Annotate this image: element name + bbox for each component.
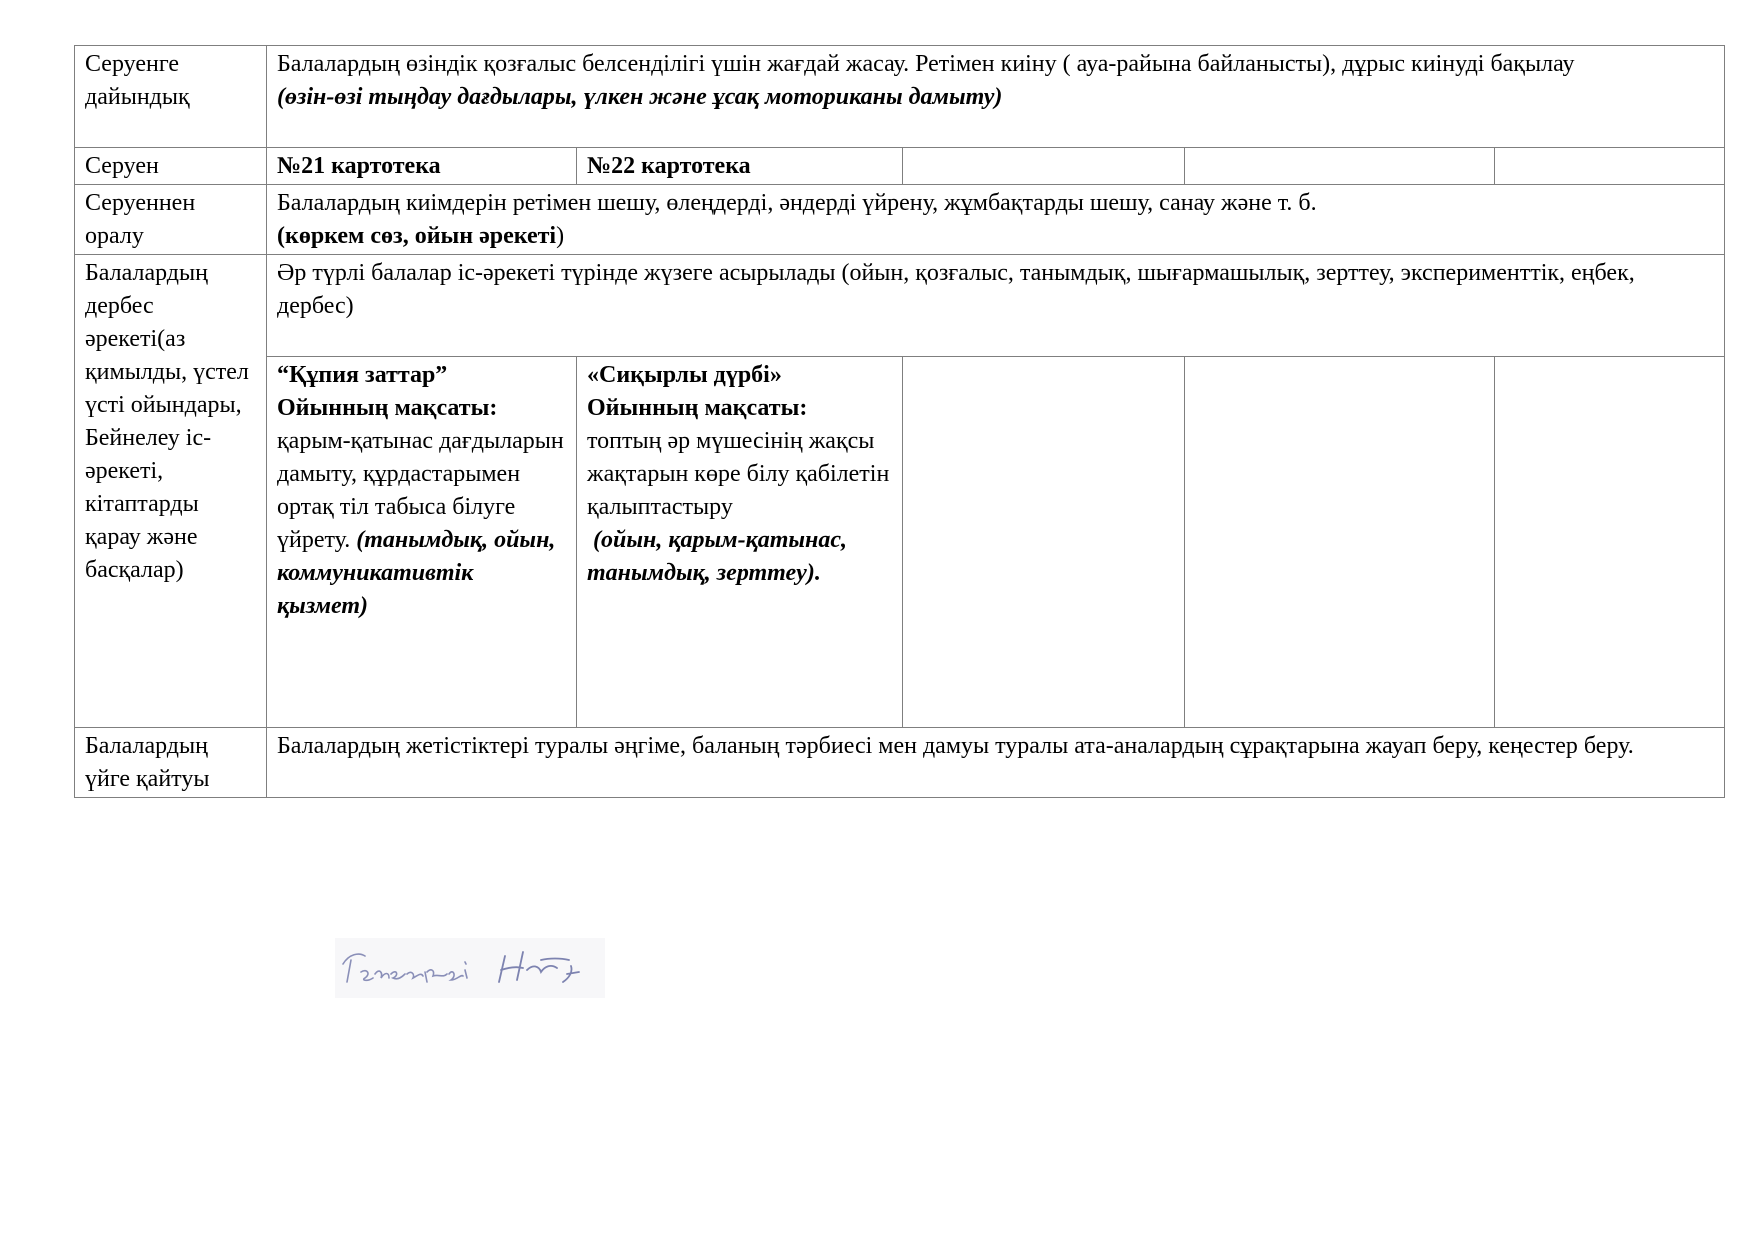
game-cell bbox=[267, 357, 577, 728]
row-text: Балалардың киімдерін ретімен шешу, өлеңдерді, әндерді үйрену, жұмбақтарды шешу, санау және т. б. bbox=[277, 190, 1317, 216]
row-note-end: ) bbox=[556, 223, 565, 249]
walk-cell: №21 картотека bbox=[267, 148, 577, 185]
game-cell bbox=[577, 357, 903, 728]
row-return bbox=[75, 185, 1725, 255]
row-walk bbox=[75, 148, 1725, 185]
signature-image bbox=[335, 938, 605, 998]
row-note: (өзін-өзі тыңдау дағдылары, үлкен және ұсақ моториканы дамыту) bbox=[277, 84, 1003, 110]
row-note: (көркем сөз, ойын әрекеті bbox=[277, 223, 557, 249]
game-title: “Құпия заттар” bbox=[277, 362, 448, 388]
empty-cell bbox=[903, 357, 1185, 728]
empty-cell bbox=[1185, 357, 1495, 728]
row-text: Балалардың өзіндік қозғалыс белсенділігі үшін жағдай жасау. Ретімен киіну ( ауа-райына байланысты), дұрыс киінуді бақылау bbox=[277, 51, 1575, 77]
signature-stamp bbox=[335, 938, 605, 998]
game-goal-label: Ойынның мақсаты: bbox=[277, 395, 498, 421]
walk-cell: №22 картотека bbox=[577, 148, 903, 185]
row-label: Балалардың дербес әрекеті(аз қимылды, үстел үсті ойындары, Бейнелеу іс-әрекеті, кітаптарды қарау және басқалар) bbox=[75, 255, 267, 728]
row-content: Балалардың жетістіктері туралы әңгіме, баланың тәрбиесі мен дамуы туралы ата-аналардың сұрақтарына жауап беру, кеңестер беру. bbox=[267, 728, 1725, 798]
row-label: Серуенге дайындық bbox=[75, 46, 267, 148]
game-note: (танымдық, ойын, коммуникативтік қызмет) bbox=[277, 527, 556, 619]
game-title: «Сиқырлы дүрбі» bbox=[587, 362, 782, 388]
game-goal: қарым-қатынас дағдыларын дамыту, құрдастарымен ортақ тіл табыса білуге үйрету. bbox=[277, 428, 564, 553]
daily-plan-table bbox=[74, 45, 1725, 798]
row-label: Серуеннен оралу bbox=[75, 185, 267, 255]
row-label: Балалардың үйге қайтуы bbox=[75, 728, 267, 798]
row-going-home bbox=[75, 728, 1725, 798]
game-note: (ойын, қарым-қатынас, танымдық, зерттеу). bbox=[587, 527, 848, 586]
row-content bbox=[267, 185, 1725, 255]
row-content bbox=[267, 46, 1725, 148]
row-games bbox=[75, 357, 1725, 728]
walk-cell bbox=[903, 148, 1185, 185]
game-goal-label: Ойынның мақсаты: bbox=[587, 395, 808, 421]
row-independent bbox=[75, 255, 1725, 357]
row-walk-prep bbox=[75, 46, 1725, 148]
walk-cell bbox=[1185, 148, 1495, 185]
walk-cell bbox=[1495, 148, 1725, 185]
row-label: Серуен bbox=[75, 148, 267, 185]
row-content: Әр түрлі балалар іс-әрекеті түрінде жүзеге асырылады (ойын, қозғалыс, танымдық, шығармашылық, зерттеу, эксперименттік, еңбек, дербес) bbox=[267, 255, 1725, 357]
game-goal: топтың әр мүшесінің жақсы жақтарын көре білу қабілетін қалыптастыру bbox=[587, 428, 890, 520]
empty-cell bbox=[1495, 357, 1725, 728]
